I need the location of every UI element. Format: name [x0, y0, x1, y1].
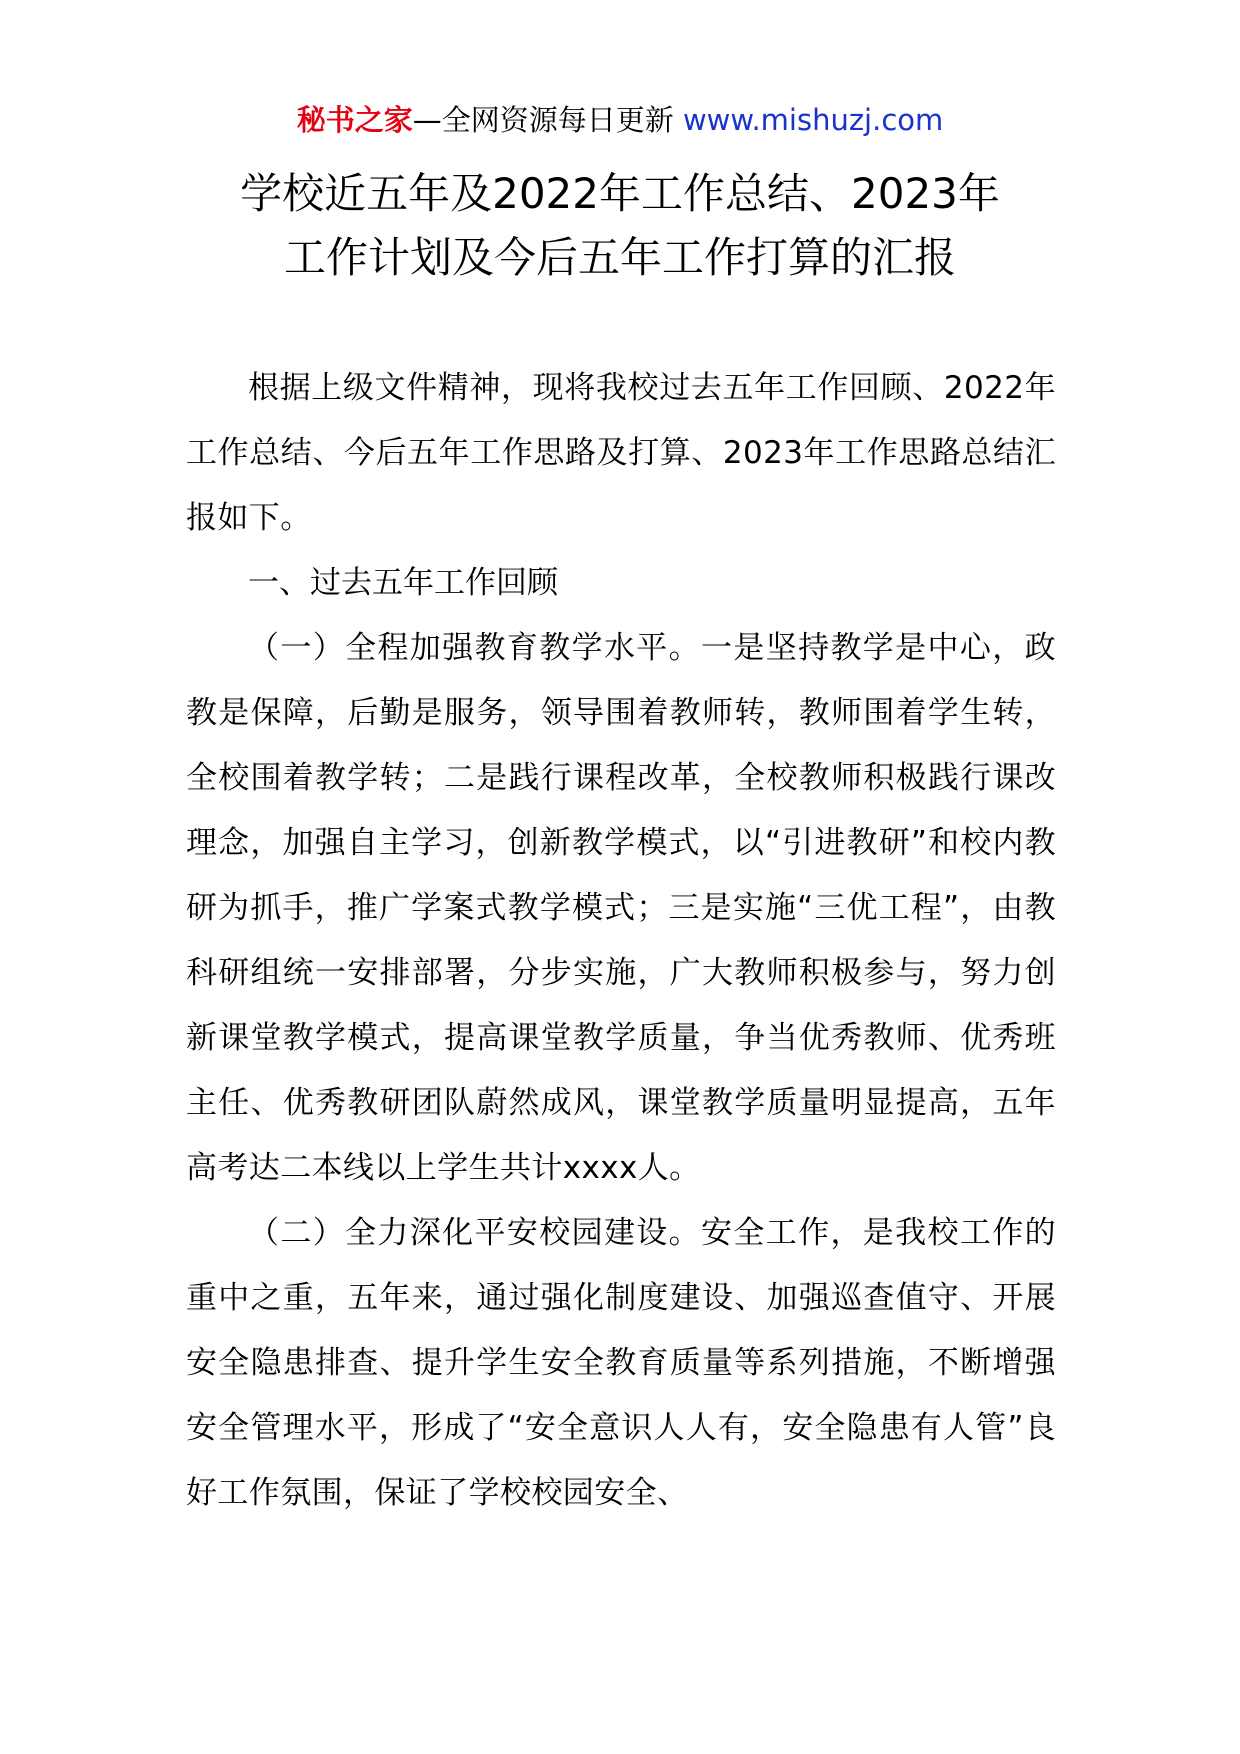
title-line-2: 工作计划及今后五年工作打算的汇报 — [283, 233, 956, 282]
paragraph-teaching: （一）全程加强教育教学水平。一是坚持教学是中心，政教是保障，后勤是服务，领导围着教师转，教师围着学生转，全校围着教学转；二是践行课程改革，全校教师积极践行课改理念，加强自主学习，创新教学模式，以“引进教研”和校内教研为抓手，推广学案式教学模式；三是实施“三优工程”，由教科研组统一安排部署，分步实施，广大教师积极参与，努力创新课堂教学模式，提高课堂教学质量，争当优秀教师、优秀班主任、优秀教研团队蔚然成风，课堂教学质量明显提高，五年高考达二本线以上学生共计xxxx人。 — [186, 630, 1056, 1186]
brand-name: 秘书之家 — [296, 103, 413, 137]
title-line-1: 学校近五年及2022年工作总结、2023年 — [240, 169, 1000, 218]
site-url-link[interactable]: www.mishuzj.com — [682, 103, 944, 137]
section-heading: 一、过去五年工作回顾 — [248, 565, 558, 601]
intro-paragraph: 根据上级文件精神，现将我校过去五年工作回顾、2022年工作总结、今后五年工作思路及打算、2023年工作思路总结汇报如下。 — [186, 370, 1056, 536]
site-header — [0, 100, 1240, 140]
document-body — [186, 356, 1056, 1526]
paragraph-safety: （二）全力深化平安校园建设。安全工作，是我校工作的重中之重，五年来，通过强化制度建设、加强巡查值守、开展安全隐患排查、提升学生安全教育质量等系列措施，不断增强安全管理水平，形成了“安全意识人人有，安全隐患有人管”良好工作氛围，保证了学校校园安全、 — [186, 1215, 1056, 1511]
document-title — [100, 162, 1140, 290]
header-tagline: —全网资源每日更新 — [412, 103, 683, 137]
